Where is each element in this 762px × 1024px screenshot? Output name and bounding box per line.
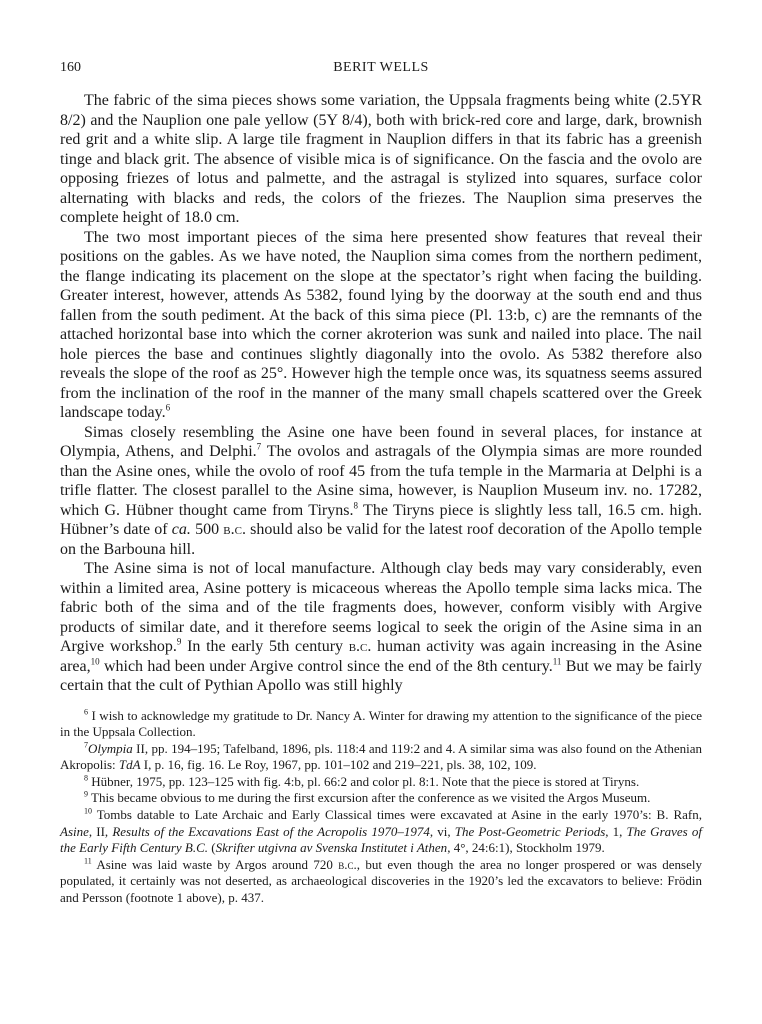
paragraph-4-text: which had been under Argive control since the end of the 8th century. [99,657,553,675]
page-number: 160 [60,60,81,75]
footnote-text: , but even though the area no longer prospered or was densely populated, it certainly was not deserted, as archaeological discoveries in the 1920’s led the excavators to believe: Frödin and Persson (footnote 1 above), p. 437. [60,856,702,906]
footnote-text: This became obvious to me during the first excursion after the conference as we visited the Argos Museum. [88,790,651,806]
footnote-text: , 1, [605,823,627,839]
paragraph-3-text: Simas closely resembling the Asine one have been found in several places, for instance at Olympia, Athens, and Delphi. [60,423,702,460]
paragraph-3-text: The ovolos and astragals of the Olympia simas are more rounded than the Asine ones, while the ovolo of roof 45 from the tufa temple in the Marmaria at Delphi is a trifle flatter. The closest parallel to the Asine sima, however, is Nauplion Museum inv. no. 17282, which G. Hübner thought came from Tiryns. [60,443,702,519]
body-text [60,91,702,696]
era-abbrev: b.c. [348,638,372,655]
paragraph-3-text: The Tiryns piece is slightly less tall, 16.5 cm. high. Hübner’s date of [60,501,702,538]
footnote-ref-7: 7 [256,441,262,452]
footnote-text: , 4°, 24:6:1), Stockholm 1979. [447,840,605,856]
footnote-9 [60,790,702,807]
footnote-number: 10 [84,806,92,816]
footnote-10 [60,807,702,857]
footnote-text: Asine was laid waste by Argos around 720 [91,856,339,872]
paragraph-4-text: In the early 5th century [181,638,349,655]
page [60,60,702,907]
era-abbrev: b.c. [338,856,357,872]
footnote-text: I wish to acknowledge my gratitude to Dr. Nancy A. Winter for drawing my attention to the significance of the piece in the Uppsala Collection. [60,707,702,740]
era-abbrev: b.c. [223,521,246,538]
footnote-number: 8 [84,773,88,783]
paragraph-3 [60,423,702,560]
footnote-ref-6: 6 [165,402,171,413]
footnote-number: 6 [84,707,88,717]
paragraph-4-text: human activity was again increasing in the Asine area, [60,638,703,675]
footnote-text: Hübner, 1975, pp. 123–125 with fig. 4:b, pl. 66:2 and color pl. 8:1. Note that the piece is stored at Tiryns. [88,773,640,789]
abbrev-circa: ca. [171,521,191,538]
citation-title: The Graves of the Early Fifth Century B.C. [60,823,702,856]
citation-title: Asine [60,823,89,839]
footnote-6 [60,708,702,741]
footnote-text: II, pp. 194–195; Tafelband, 1896, pls. 118:4 and 119:2 and 4. A similar sima was also found on the Athenian Akropolis: [60,740,702,773]
footnote-11 [60,857,702,907]
footnote-number: 11 [84,856,92,866]
running-head: BERIT WELLS [333,60,429,75]
footnote-ref-9: 9 [176,636,182,647]
footnote-7 [60,741,702,774]
paragraph-2-text: The two most important pieces of the sima here presented show features that reveal their positions on the gables. As we have noted, the Nauplion sima comes from the northern pediment, the flange indicating its placement on the slope at the spectator’s right when facing the building. Greater interest, however, attends As 5382, found lying by the doorway at the south end and thus fallen from the south pediment. At the back of this sima piece (Pl. 13:b, c) are the remnants of the attached horizontal base into which the corner akroterion was sunk and nailed into place. The nail hole pierces the base and continues slightly diagonally into the ovolo. As 5382 therefore also reveals the slope of the roof as 25°. However high the temple once was, its squatness seems assured from the inclination of the roof in the manner of the many small chapels scattered over the Greek landscape today. [60,228,702,421]
paragraph-3-text: should also be valid for the latest roof decoration of the Apollo temple on the Barbouna hill. [60,521,702,558]
footnote-ref-11: 11 [552,656,562,667]
citation-title: Results of the Excavations East of the Acropolis 1970–1974 [112,823,430,839]
footnote-number: 9 [84,790,88,800]
paragraph-3-text: 500 [190,521,224,538]
paragraph-2 [60,228,702,423]
footnote-8 [60,774,702,791]
footnote-text: I, p. 16, fig. 16. Le Roy, 1967, pp. 101–102 and 219–221, pls. 38, 102, 109. [140,757,537,773]
paragraph-1 [60,91,702,228]
citation-title: Skrifter utgivna av Svenska Institutet i Athen [215,840,448,856]
page-header [60,60,702,82]
citation-title: TdA [118,757,141,773]
footnote-text: Tombs datable to Late Archaic and Early Classical times were excavated at Asine in the early 1970’s: B. Rafn, [92,807,702,823]
citation-title: Olympia [88,740,133,756]
paragraph-4-text: The Asine sima is not of local manufacture. Although clay beds may vary considerably, even within a limited area, Asine pottery is micaceous whereas the Apollo temple sima lacks mica. The fabric both of the sima and of the tile fragments does, however, conform visibly with Argive products of similar date, and it therefore seems logical to seek the origin of the Asine sima in an Argive workshop. [60,560,702,655]
footnote-text: , vi, [429,823,455,839]
paragraph-4 [60,559,702,696]
footnote-text: , II, [88,823,113,839]
paragraph-1-text: The fabric of the sima pieces shows some variation, the Uppsala fragments being white (2.5YR 8/2) and the Nauplion one pale yellow (5Y 8/4), both with brick-red core and large, dark, brownish red grit and a white slip. A large tile fragment in Nauplion differs in that its fabric has a greenish tinge and black grit. The absence of visible mica is of significance. On the fascia and the ovolo are opposing friezes of lotus and palmette, and the astragal is stylized into squares, surface color alternating with blacks and reds, the colors of the friezes. The Nauplion sima preserves the complete height of 18.0 cm. [60,92,702,226]
footnote-ref-10: 10 [90,656,100,667]
footnote-text: ( [208,840,216,856]
footnote-number: 7 [84,740,88,750]
paragraph-4-text: But we may be fairly certain that the cult of Pythian Apollo was still highly [60,657,702,694]
footnote-ref-8: 8 [353,500,358,511]
citation-title: The Post-Geometric Periods [454,823,606,839]
footnotes [60,708,702,907]
